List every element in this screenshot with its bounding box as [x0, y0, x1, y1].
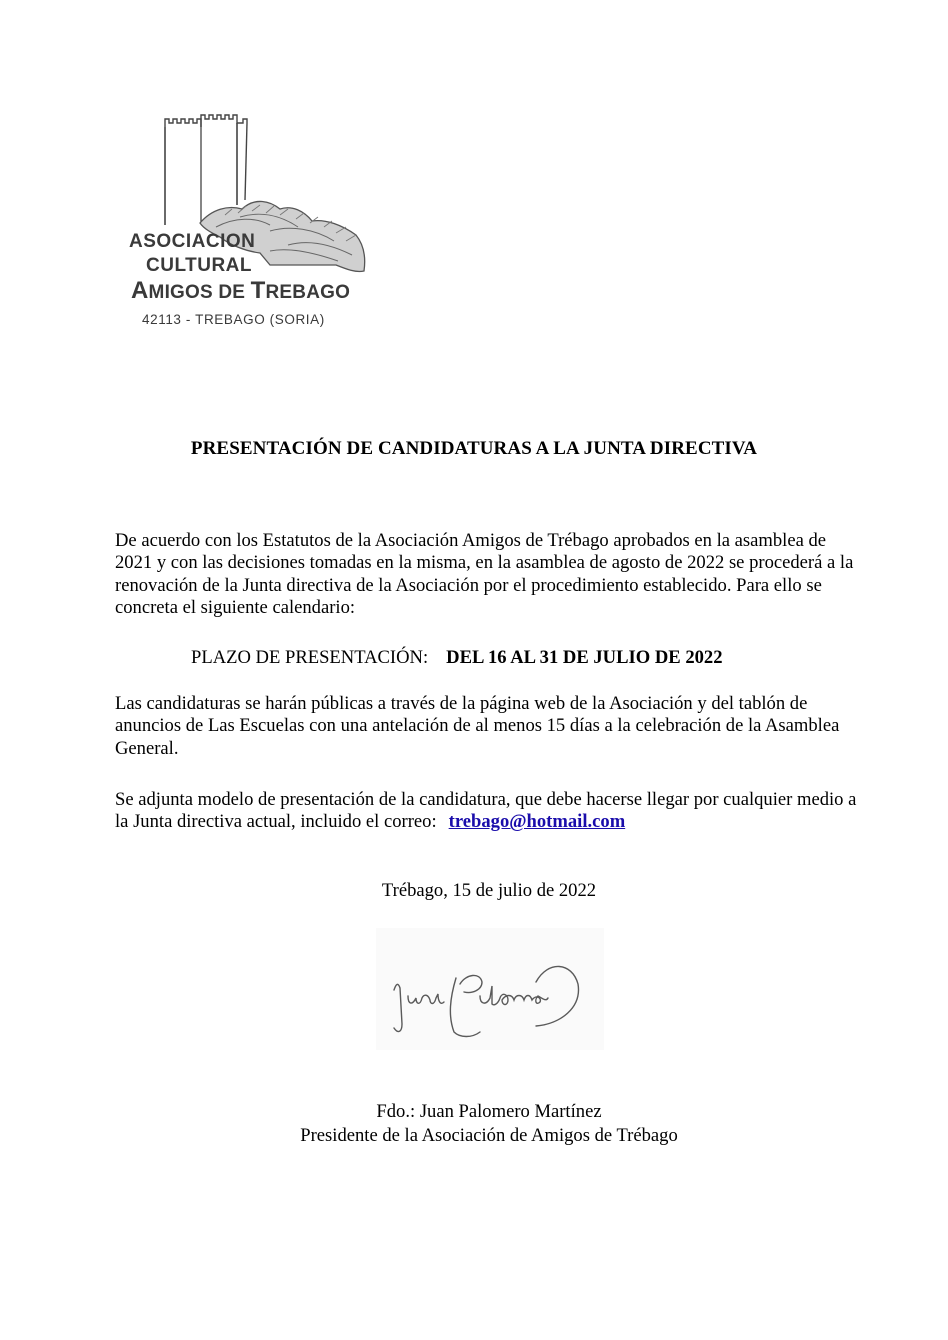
attachment-paragraph-text: Se adjunta modelo de presentación de la candidatura, que debe hacerse llegar por cualquier medio a la Junta directiva actual, incluido el correo:: [115, 789, 857, 833]
logo-text-cultural: CULTURAL: [146, 255, 253, 276]
intro-paragraph: De acuerdo con los Estatutos de la Asociación Amigos de Trébago aprobados en la asamblea de 2021 y con las decisiones tomadas en la misma, en la asamblea de agosto de 2022 se procederá a la renovación de la Junta directiva de la Asociación por el procedimiento establecido. Para ello se concreta el siguiente calendario:: [115, 530, 854, 619]
association-logo: [120, 105, 380, 335]
logo-text-amigos-de-trebago: AMIGOS DE TREBAGO: [131, 277, 351, 304]
submission-period-value: DEL 16 AL 31 DE JULIO DE 2022: [446, 647, 723, 668]
attachment-paragraph: [115, 789, 865, 834]
date-line: Trébago, 15 de julio de 2022: [381, 880, 597, 901]
document-title: PRESENTACIÓN DE CANDIDATURAS A LA JUNTA DIRECTIVA: [190, 438, 758, 459]
signed-by: Fdo.: Juan Palomero Martínez: [376, 1101, 602, 1122]
submission-period: [191, 647, 723, 669]
signer-position: Presidente de la Asociación de Amigos de Trébago: [300, 1125, 678, 1146]
publication-paragraph: Las candidaturas se harán públicas a través de la página web de la Asociación y del tablón de anuncios de Las Escuelas con una antelación de al menos 15 días a la celebración de la Asamblea General.: [115, 693, 840, 759]
submission-period-label: PLAZO DE PRESENTACIÓN:: [191, 647, 429, 668]
email-link[interactable]: trebago@hotmail.com: [448, 811, 626, 833]
logo-text-address: 42113 - TREBAGO (SORIA): [142, 312, 325, 327]
logo-text-asociacion: ASOCIACION: [129, 231, 256, 252]
handwritten-signature: [376, 928, 604, 1050]
